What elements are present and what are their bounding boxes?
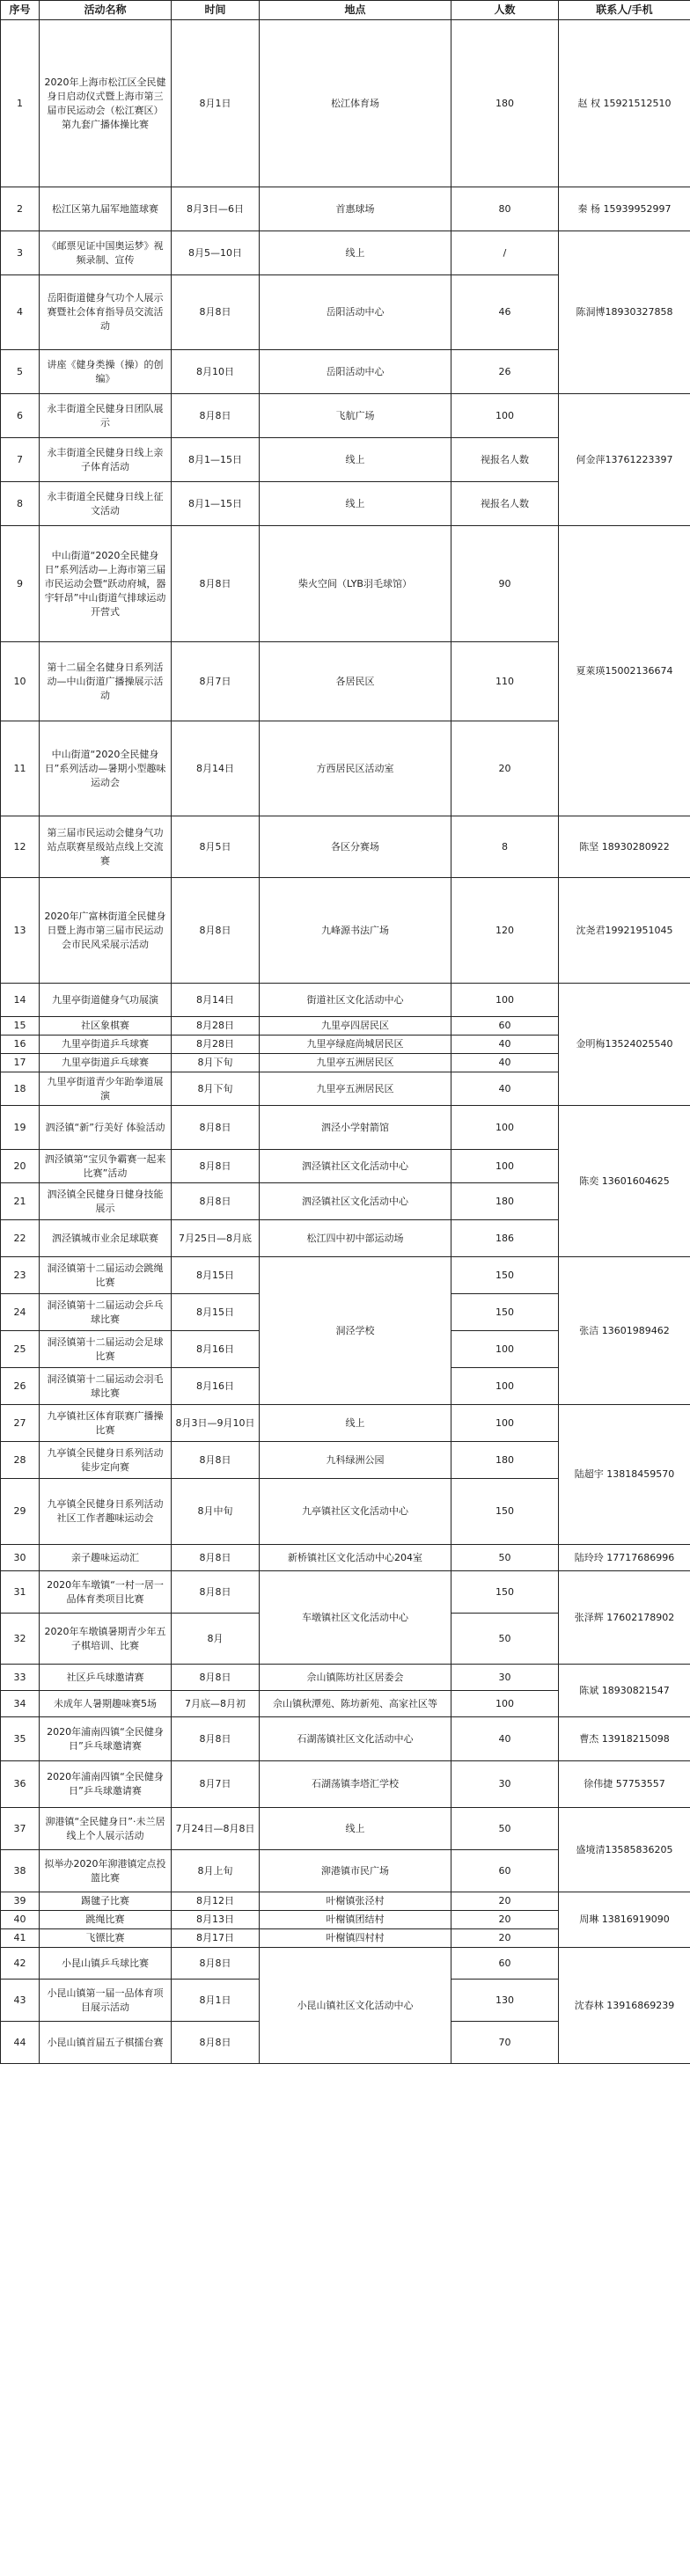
- cell-time: 8月下旬: [172, 1072, 260, 1106]
- cell-count: 8: [451, 816, 559, 878]
- cell-count: 20: [451, 721, 559, 816]
- cell-activity-name: 九里亭街道青少年跆拳道展演: [40, 1072, 172, 1106]
- cell-time: 8月14日: [172, 721, 260, 816]
- cell-contact: 沈春林 13916869239: [559, 1948, 690, 2064]
- cell-activity-name: 洞泾镇第十二届运动会乒乓球比赛: [40, 1294, 172, 1331]
- cell-time: 8月8日: [172, 1183, 260, 1220]
- cell-place: 柴火空间（LYB羽毛球馆）: [260, 526, 451, 642]
- cell-count: 70: [451, 2022, 559, 2064]
- cell-activity-name: 2020年浦南四镇“全民健身日”乒乓球邀请赛: [40, 1717, 172, 1761]
- header-time: 时间: [172, 1, 260, 20]
- cell-seq: 4: [1, 275, 40, 350]
- cell-time: 7月25日—8月底: [172, 1220, 260, 1257]
- cell-count: 40: [451, 1717, 559, 1761]
- cell-contact: 陆超宇 13818459570: [559, 1405, 690, 1545]
- cell-count: 30: [451, 1665, 559, 1691]
- table-row: [1, 984, 690, 1017]
- table-row: [1, 1257, 690, 1294]
- cell-activity-name: 九里亭街道乒乓球赛: [40, 1036, 172, 1054]
- cell-place: 岳阳活动中心: [260, 275, 451, 350]
- cell-activity-name: 小昆山镇乒乓球比赛: [40, 1948, 172, 1980]
- cell-count: 60: [451, 1017, 559, 1036]
- cell-activity-name: 飞镖比赛: [40, 1929, 172, 1948]
- cell-count: 100: [451, 1331, 559, 1368]
- table-row: [1, 1808, 690, 1850]
- cell-seq: 26: [1, 1368, 40, 1405]
- cell-time: 8月8日: [172, 275, 260, 350]
- cell-time: 8月17日: [172, 1929, 260, 1948]
- cell-place: 石湖荡镇社区文化活动中心: [260, 1717, 451, 1761]
- cell-activity-name: 九里亭街道健身气功展演: [40, 984, 172, 1017]
- cell-count: 40: [451, 1072, 559, 1106]
- cell-count: 视报名人数: [451, 482, 559, 526]
- cell-place: 九里亭五洲居民区: [260, 1072, 451, 1106]
- cell-contact: 何金萍13761223397: [559, 394, 690, 526]
- cell-count: 180: [451, 1183, 559, 1220]
- cell-place: 车墩镇社区文化活动中心: [260, 1571, 451, 1665]
- cell-activity-name: 2020年上海市松江区全民健身日启动仪式暨上海市第三届市民运动会（松江赛区）第九套广播体操比赛: [40, 20, 172, 187]
- table-row: [1, 816, 690, 878]
- cell-activity-name: 永丰街道全民健身日线上征文活动: [40, 482, 172, 526]
- cell-seq: 44: [1, 2022, 40, 2064]
- cell-time: 8月1日: [172, 1980, 260, 2022]
- cell-place: 各区分赛场: [260, 816, 451, 878]
- cell-seq: 28: [1, 1442, 40, 1479]
- cell-place: 飞航广场: [260, 394, 451, 438]
- cell-count: 180: [451, 1442, 559, 1479]
- cell-count: 180: [451, 20, 559, 187]
- cell-count: 30: [451, 1761, 559, 1808]
- cell-activity-name: 亲子趣味运动汇: [40, 1545, 172, 1571]
- cell-seq: 18: [1, 1072, 40, 1106]
- cell-place: 新桥镇社区文化活动中心204室: [260, 1545, 451, 1571]
- cell-activity-name: 九亭镇全民健身日系列活动徒步定向赛: [40, 1442, 172, 1479]
- table-row: [1, 1948, 690, 1980]
- cell-place: 各居民区: [260, 642, 451, 721]
- table-row: [1, 1405, 690, 1442]
- cell-activity-name: 松江区第九届军地篮球赛: [40, 187, 172, 231]
- cell-seq: 33: [1, 1665, 40, 1691]
- cell-place: 九峰源书法广场: [260, 878, 451, 984]
- cell-seq: 2: [1, 187, 40, 231]
- cell-count: 50: [451, 1808, 559, 1850]
- cell-seq: 38: [1, 1850, 40, 1892]
- cell-seq: 20: [1, 1150, 40, 1183]
- cell-place: 松江四中初中部运动场: [260, 1220, 451, 1257]
- cell-seq: 1: [1, 20, 40, 187]
- cell-time: 8月7日: [172, 1761, 260, 1808]
- cell-time: 8月10日: [172, 350, 260, 394]
- cell-count: 20: [451, 1892, 559, 1911]
- cell-count: 50: [451, 1545, 559, 1571]
- table-row: [1, 20, 690, 187]
- cell-seq: 41: [1, 1929, 40, 1948]
- cell-activity-name: 洞泾镇第十二届运动会跳绳比赛: [40, 1257, 172, 1294]
- cell-seq: 15: [1, 1017, 40, 1036]
- header-name: 活动名称: [40, 1, 172, 20]
- cell-seq: 24: [1, 1294, 40, 1331]
- cell-activity-name: 小昆山镇首届五子棋擂台赛: [40, 2022, 172, 2064]
- cell-place: 泖港镇市民广场: [260, 1850, 451, 1892]
- cell-contact: 陈坚 18930280922: [559, 816, 690, 878]
- cell-time: 8月16日: [172, 1368, 260, 1405]
- table-row: [1, 1717, 690, 1761]
- cell-time: 8月5日: [172, 816, 260, 878]
- cell-activity-name: 踢毽子比赛: [40, 1892, 172, 1911]
- cell-count: 50: [451, 1614, 559, 1665]
- cell-count: 40: [451, 1036, 559, 1054]
- cell-time: 8月16日: [172, 1331, 260, 1368]
- cell-seq: 29: [1, 1479, 40, 1545]
- cell-count: 110: [451, 642, 559, 721]
- cell-activity-name: 泗泾镇城市业余足球联赛: [40, 1220, 172, 1257]
- cell-time: 8月28日: [172, 1017, 260, 1036]
- cell-time: 8月8日: [172, 1717, 260, 1761]
- cell-count: 150: [451, 1571, 559, 1614]
- cell-seq: 30: [1, 1545, 40, 1571]
- cell-count: 100: [451, 1368, 559, 1405]
- cell-count: /: [451, 231, 559, 275]
- cell-seq: 8: [1, 482, 40, 526]
- cell-seq: 40: [1, 1911, 40, 1929]
- cell-place: 线上: [260, 482, 451, 526]
- cell-time: 8月1—15日: [172, 438, 260, 482]
- cell-activity-name: 社区乒乓球邀请赛: [40, 1665, 172, 1691]
- cell-time: 8月8日: [172, 2022, 260, 2064]
- cell-contact: 陆玲玲 17717686996: [559, 1545, 690, 1571]
- cell-place: 泗泾小学射箭馆: [260, 1106, 451, 1150]
- cell-seq: 14: [1, 984, 40, 1017]
- cell-count: 60: [451, 1948, 559, 1980]
- cell-place: 九里亭四居民区: [260, 1017, 451, 1036]
- cell-activity-name: 九亭镇全民健身日系列活动社区工作者趣味运动会: [40, 1479, 172, 1545]
- cell-activity-name: 讲座《健身类操（操）的创编》: [40, 350, 172, 394]
- cell-place: 九科绿洲公园: [260, 1442, 451, 1479]
- cell-count: 150: [451, 1257, 559, 1294]
- cell-contact: 金明梅13524025540: [559, 984, 690, 1106]
- cell-time: 8月8日: [172, 1665, 260, 1691]
- cell-activity-name: 洞泾镇第十二届运动会羽毛球比赛: [40, 1368, 172, 1405]
- cell-seq: 3: [1, 231, 40, 275]
- cell-seq: 34: [1, 1691, 40, 1717]
- cell-place: 九里亭五洲居民区: [260, 1054, 451, 1072]
- cell-seq: 36: [1, 1761, 40, 1808]
- cell-seq: 5: [1, 350, 40, 394]
- cell-seq: 21: [1, 1183, 40, 1220]
- cell-count: 46: [451, 275, 559, 350]
- cell-seq: 35: [1, 1717, 40, 1761]
- cell-place: 松江体育场: [260, 20, 451, 187]
- cell-activity-name: 第十二届全名健身日系列活动—中山街道广播操展示活动: [40, 642, 172, 721]
- cell-seq: 23: [1, 1257, 40, 1294]
- cell-time: 8月8日: [172, 1571, 260, 1614]
- cell-time: 8月7日: [172, 642, 260, 721]
- cell-count: 100: [451, 394, 559, 438]
- cell-contact: 张泽辉 17602178902: [559, 1571, 690, 1665]
- cell-time: 7月底—8月初: [172, 1691, 260, 1717]
- cell-time: 8月8日: [172, 1150, 260, 1183]
- table-row: [1, 1106, 690, 1150]
- cell-count: 100: [451, 1106, 559, 1150]
- cell-activity-name: 第三届市民运动会健身气功站点联赛星级站点线上交流赛: [40, 816, 172, 878]
- cell-seq: 7: [1, 438, 40, 482]
- cell-count: 40: [451, 1054, 559, 1072]
- cell-contact: 曹杰 13918215098: [559, 1717, 690, 1761]
- cell-seq: 17: [1, 1054, 40, 1072]
- cell-contact: 赵 权 15921512510: [559, 20, 690, 187]
- cell-time: 8月8日: [172, 878, 260, 984]
- cell-time: 7月24日—8月8日: [172, 1808, 260, 1850]
- cell-count: 100: [451, 984, 559, 1017]
- cell-place: 佘山镇陈坊社区居委会: [260, 1665, 451, 1691]
- cell-place: 街道社区文化活动中心: [260, 984, 451, 1017]
- header-contact: 联系人/手机: [559, 1, 690, 20]
- cell-time: 8月8日: [172, 526, 260, 642]
- table-row: [1, 526, 690, 642]
- cell-time: 8月14日: [172, 984, 260, 1017]
- cell-activity-name: 永丰街道全民健身日团队展示: [40, 394, 172, 438]
- header-place: 地点: [260, 1, 451, 20]
- cell-contact: 沈尧君19921951045: [559, 878, 690, 984]
- table-row: [1, 1892, 690, 1911]
- cell-seq: 39: [1, 1892, 40, 1911]
- cell-seq: 19: [1, 1106, 40, 1150]
- cell-time: 8月3日—6日: [172, 187, 260, 231]
- cell-time: 8月5—10日: [172, 231, 260, 275]
- cell-count: 视报名人数: [451, 438, 559, 482]
- cell-activity-name: 2020年浦南四镇“全民健身日”乒乓球邀请赛: [40, 1761, 172, 1808]
- cell-count: 100: [451, 1405, 559, 1442]
- cell-time: 8月8日: [172, 1948, 260, 1980]
- cell-activity-name: 小昆山镇第一届一品体育项目展示活动: [40, 1980, 172, 2022]
- cell-count: 20: [451, 1929, 559, 1948]
- cell-seq: 11: [1, 721, 40, 816]
- table-row: [1, 394, 690, 438]
- cell-count: 186: [451, 1220, 559, 1257]
- cell-activity-name: 2020年车墩镇“一村一居一品体育类项目比赛: [40, 1571, 172, 1614]
- cell-activity-name: 未成年人暑期趣味赛5场: [40, 1691, 172, 1717]
- cell-contact: 秦 杨 15939952997: [559, 187, 690, 231]
- cell-contact: 盛境清13585836205: [559, 1808, 690, 1892]
- cell-count: 120: [451, 878, 559, 984]
- cell-seq: 37: [1, 1808, 40, 1850]
- cell-time: 8月13日: [172, 1911, 260, 1929]
- cell-place: 线上: [260, 438, 451, 482]
- cell-seq: 13: [1, 878, 40, 984]
- cell-time: 8月中旬: [172, 1479, 260, 1545]
- cell-place: 岳阳活动中心: [260, 350, 451, 394]
- cell-place: 佘山镇秋潭苑、陈坊新苑、高家社区等: [260, 1691, 451, 1717]
- cell-count: 150: [451, 1294, 559, 1331]
- cell-time: 8月15日: [172, 1294, 260, 1331]
- table-row: [1, 187, 690, 231]
- cell-count: 130: [451, 1980, 559, 2022]
- cell-place: 叶榭镇团结村: [260, 1911, 451, 1929]
- cell-activity-name: 2020年广富林街道全民健身日暨上海市第三届市民运动会市民风采展示活动: [40, 878, 172, 984]
- cell-place: 线上: [260, 1405, 451, 1442]
- cell-time: 8月3日—9月10日: [172, 1405, 260, 1442]
- cell-activity-name: 泗泾镇“新”行美好 体验活动: [40, 1106, 172, 1150]
- cell-activity-name: 洞泾镇第十二届运动会足球比赛: [40, 1331, 172, 1368]
- cell-activity-name: 九亭镇社区体育联赛广播操比赛: [40, 1405, 172, 1442]
- cell-place: 泗泾镇社区文化活动中心: [260, 1183, 451, 1220]
- cell-place: 线上: [260, 231, 451, 275]
- cell-count: 100: [451, 1691, 559, 1717]
- cell-seq: 16: [1, 1036, 40, 1054]
- cell-seq: 32: [1, 1614, 40, 1665]
- cell-activity-name: 岳阳街道健身气功个人展示赛暨社会体育指导员交流活动: [40, 275, 172, 350]
- cell-seq: 9: [1, 526, 40, 642]
- cell-seq: 6: [1, 394, 40, 438]
- cell-place: 小昆山镇社区文化活动中心: [260, 1948, 451, 2064]
- cell-count: 150: [451, 1479, 559, 1545]
- cell-count: 90: [451, 526, 559, 642]
- table-row: [1, 878, 690, 984]
- cell-place: 方西居民区活动室: [260, 721, 451, 816]
- cell-time: 8月1—15日: [172, 482, 260, 526]
- cell-contact: 陈洞博18930327858: [559, 231, 690, 394]
- cell-activity-name: 社区象棋赛: [40, 1017, 172, 1036]
- cell-contact: 徐伟捷 57753557: [559, 1761, 690, 1808]
- cell-place: 洞泾学校: [260, 1257, 451, 1405]
- header-row: [1, 1, 690, 20]
- cell-time: 8月上旬: [172, 1850, 260, 1892]
- cell-time: 8月8日: [172, 1442, 260, 1479]
- cell-activity-name: 2020年车墩镇暑期青少年五子棋培训、比赛: [40, 1614, 172, 1665]
- cell-contact: 夏萊瑛15002136674: [559, 526, 690, 816]
- cell-seq: 27: [1, 1405, 40, 1442]
- cell-activity-name: 泗泾镇第“宝贝争霸赛一起来比赛”活动: [40, 1150, 172, 1183]
- cell-time: 8月1日: [172, 20, 260, 187]
- cell-activity-name: 《邮票见证中国奥运梦》视频录制、宣传: [40, 231, 172, 275]
- cell-count: 20: [451, 1911, 559, 1929]
- cell-time: 8月8日: [172, 394, 260, 438]
- cell-time: 8月: [172, 1614, 260, 1665]
- cell-seq: 31: [1, 1571, 40, 1614]
- cell-activity-name: 跳绳比赛: [40, 1911, 172, 1929]
- cell-count: 100: [451, 1150, 559, 1183]
- cell-activity-name: 九里亭街道乒乓球赛: [40, 1054, 172, 1072]
- cell-contact: 周琳 13816919090: [559, 1892, 690, 1948]
- table-row: [1, 231, 690, 275]
- cell-place: 线上: [260, 1808, 451, 1850]
- cell-contact: 张洁 13601989462: [559, 1257, 690, 1405]
- cell-seq: 12: [1, 816, 40, 878]
- cell-activity-name: 永丰街道全民健身日线上亲子体育活动: [40, 438, 172, 482]
- table-row: [1, 1571, 690, 1614]
- cell-time: 8月下旬: [172, 1054, 260, 1072]
- table-row: [1, 1761, 690, 1808]
- cell-seq: 43: [1, 1980, 40, 2022]
- cell-seq: 25: [1, 1331, 40, 1368]
- cell-place: 泗泾镇社区文化活动中心: [260, 1150, 451, 1183]
- cell-count: 60: [451, 1850, 559, 1892]
- cell-activity-name: 中山街道“2020全民健身日”系列活动—上海市第三届市民运动会暨“跃动府城，器宇轩昂”中山街道气排球运动开营式: [40, 526, 172, 642]
- cell-time: 8月15日: [172, 1257, 260, 1294]
- cell-seq: 22: [1, 1220, 40, 1257]
- header-count: 人数: [451, 1, 559, 20]
- cell-contact: 陈奕 13601604625: [559, 1106, 690, 1257]
- header-seq: 序号: [1, 1, 40, 20]
- cell-seq: 42: [1, 1948, 40, 1980]
- cell-seq: 10: [1, 642, 40, 721]
- cell-count: 80: [451, 187, 559, 231]
- cell-place: 叶榭镇四村村: [260, 1929, 451, 1948]
- cell-contact: 陈斌 18930821547: [559, 1665, 690, 1717]
- cell-count: 26: [451, 350, 559, 394]
- cell-time: 8月12日: [172, 1892, 260, 1911]
- cell-place: 叶榭镇张泾村: [260, 1892, 451, 1911]
- cell-activity-name: 泗泾镇全民健身日健身技能展示: [40, 1183, 172, 1220]
- cell-time: 8月8日: [172, 1106, 260, 1150]
- cell-place: 首惠球场: [260, 187, 451, 231]
- cell-time: 8月8日: [172, 1545, 260, 1571]
- cell-place: 石湖荡镇李塔汇学校: [260, 1761, 451, 1808]
- cell-place: 九里亭绿庭尚城居民区: [260, 1036, 451, 1054]
- cell-activity-name: 泖港镇“全民健身日”·未兰居线上个人展示活动: [40, 1808, 172, 1850]
- cell-activity-name: 中山街道“2020全民健身日”系列活动—暑期小型趣味运动会: [40, 721, 172, 816]
- cell-time: 8月28日: [172, 1036, 260, 1054]
- table-row: [1, 1545, 690, 1571]
- table-row: [1, 1665, 690, 1691]
- cell-activity-name: 拟举办2020年泖港镇定点投篮比赛: [40, 1850, 172, 1892]
- cell-place: 九亭镇社区文化活动中心: [260, 1479, 451, 1545]
